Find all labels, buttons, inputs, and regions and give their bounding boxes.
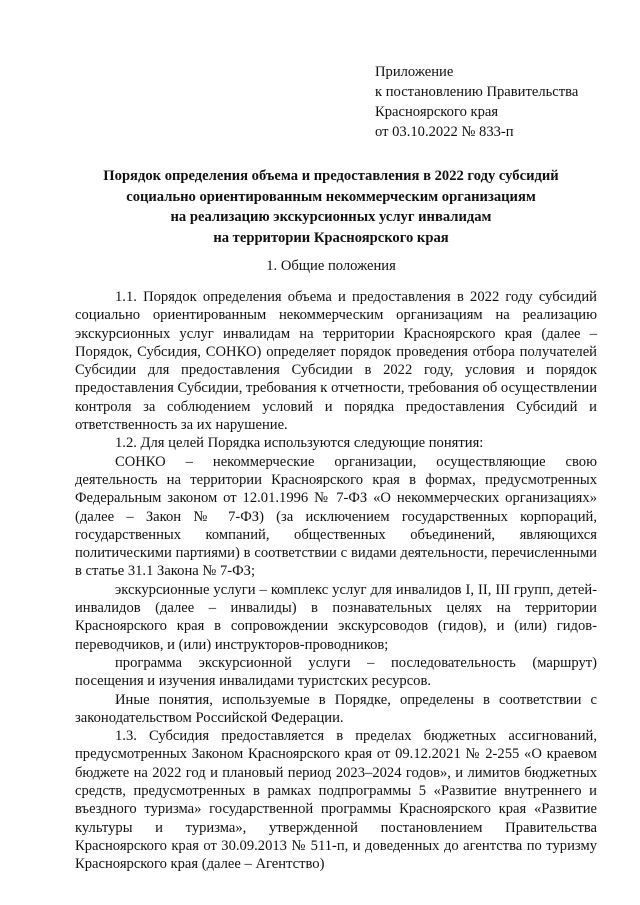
title-line: на территории Красноярского края — [213, 229, 449, 246]
definition-excursion-program: программа экскурсионной услуги – последовательность (маршрут) посещения и изучения инвалидами туристских ресурсов. — [75, 654, 597, 690]
paragraph-1-2: 1.2. Для целей Порядка используются следующие понятия: — [115, 435, 484, 452]
appendix-line: к постановлению Правительства — [375, 84, 579, 100]
appendix-block — [375, 62, 578, 142]
section-heading: 1. Общие положения — [266, 258, 396, 274]
paragraph-1-1: 1.1. Порядок определения объема и предоставления в 2022 году субсидий социально ориентированным некоммерческим организациям на реализацию экскурсионных услуг инвалидам на территории Красноярского края (далее – Порядок, Субсидия, СОНКО) определяет порядок проведения отбора получателей Субсидии для предоставления Субсидии в 2022 году, условия и порядок предоставления Субсидии, требования к отчетности, требования об осуществлении контроля за соблюдением условий и порядка предоставления Субсидий и ответственность за их нарушение. — [75, 289, 597, 434]
appendix-line: от 03.10.2022 № 833-п — [375, 124, 514, 140]
document-title — [70, 166, 592, 248]
definition-sonko: СОНКО – некоммерческие организации, осуществляющие свою деятельность на территории Красноярского края в формах, предусмотренных Федеральным законом от 12.01.1996 № 7-ФЗ «О некоммерческих организациях» (далее – Закон № 7-ФЗ) (за исключением государственных корпораций, государственных компаний, общественных объединений, являющихся политическими партиями) в соответствии с видами деятельности, перечисленными в статье 31.1 Закона № 7-ФЗ; — [75, 453, 597, 580]
appendix-line: Приложение — [375, 64, 454, 80]
title-line: социально ориентированным некоммерческим организациям — [126, 188, 536, 205]
paragraph-1-3: 1.3. Субсидия предоставляется в пределах бюджетных ассигнований, предусмотренных Законом Красноярского края от 09.12.2021 № 2-255 «О краевом бюджете на 2022 год и плановый период 2023–2024 годов», и лимитов бюджетных средств, предусмотренных в рамках подпрограммы 5 «Развитие внутреннего и въездного туризма» государственной программы Красноярского края «Развитие культуры и туризма», утвержденной постановлением Правительства Красноярского края от 30.09.2013 № 511-п, и доведенных до агентства по туризму Красноярского края (далее – Агентство) — [75, 728, 597, 873]
appendix-line: Красноярского края — [375, 104, 499, 120]
definition-excursion-services: экскурсионные услуги – комплекс услуг для инвалидов I, II, III групп, детей-инвалидов (далее – инвалиды) в познавательных целях на территории Красноярского края в сопровождении экскурсоводов (гидов), и (или) гидов-переводчиков, и (или) инструкторов-проводников; — [75, 581, 597, 653]
title-line: Порядок определения объема и предоставления в 2022 году субсидий — [103, 168, 559, 184]
paragraph-other-terms: Иные понятия, используемые в Порядке, определены в соответствии с законодательством Российской Федерации. — [75, 691, 597, 726]
title-line: на реализацию экскурсионных услуг инвалидам — [170, 209, 492, 225]
document-body — [75, 288, 597, 874]
